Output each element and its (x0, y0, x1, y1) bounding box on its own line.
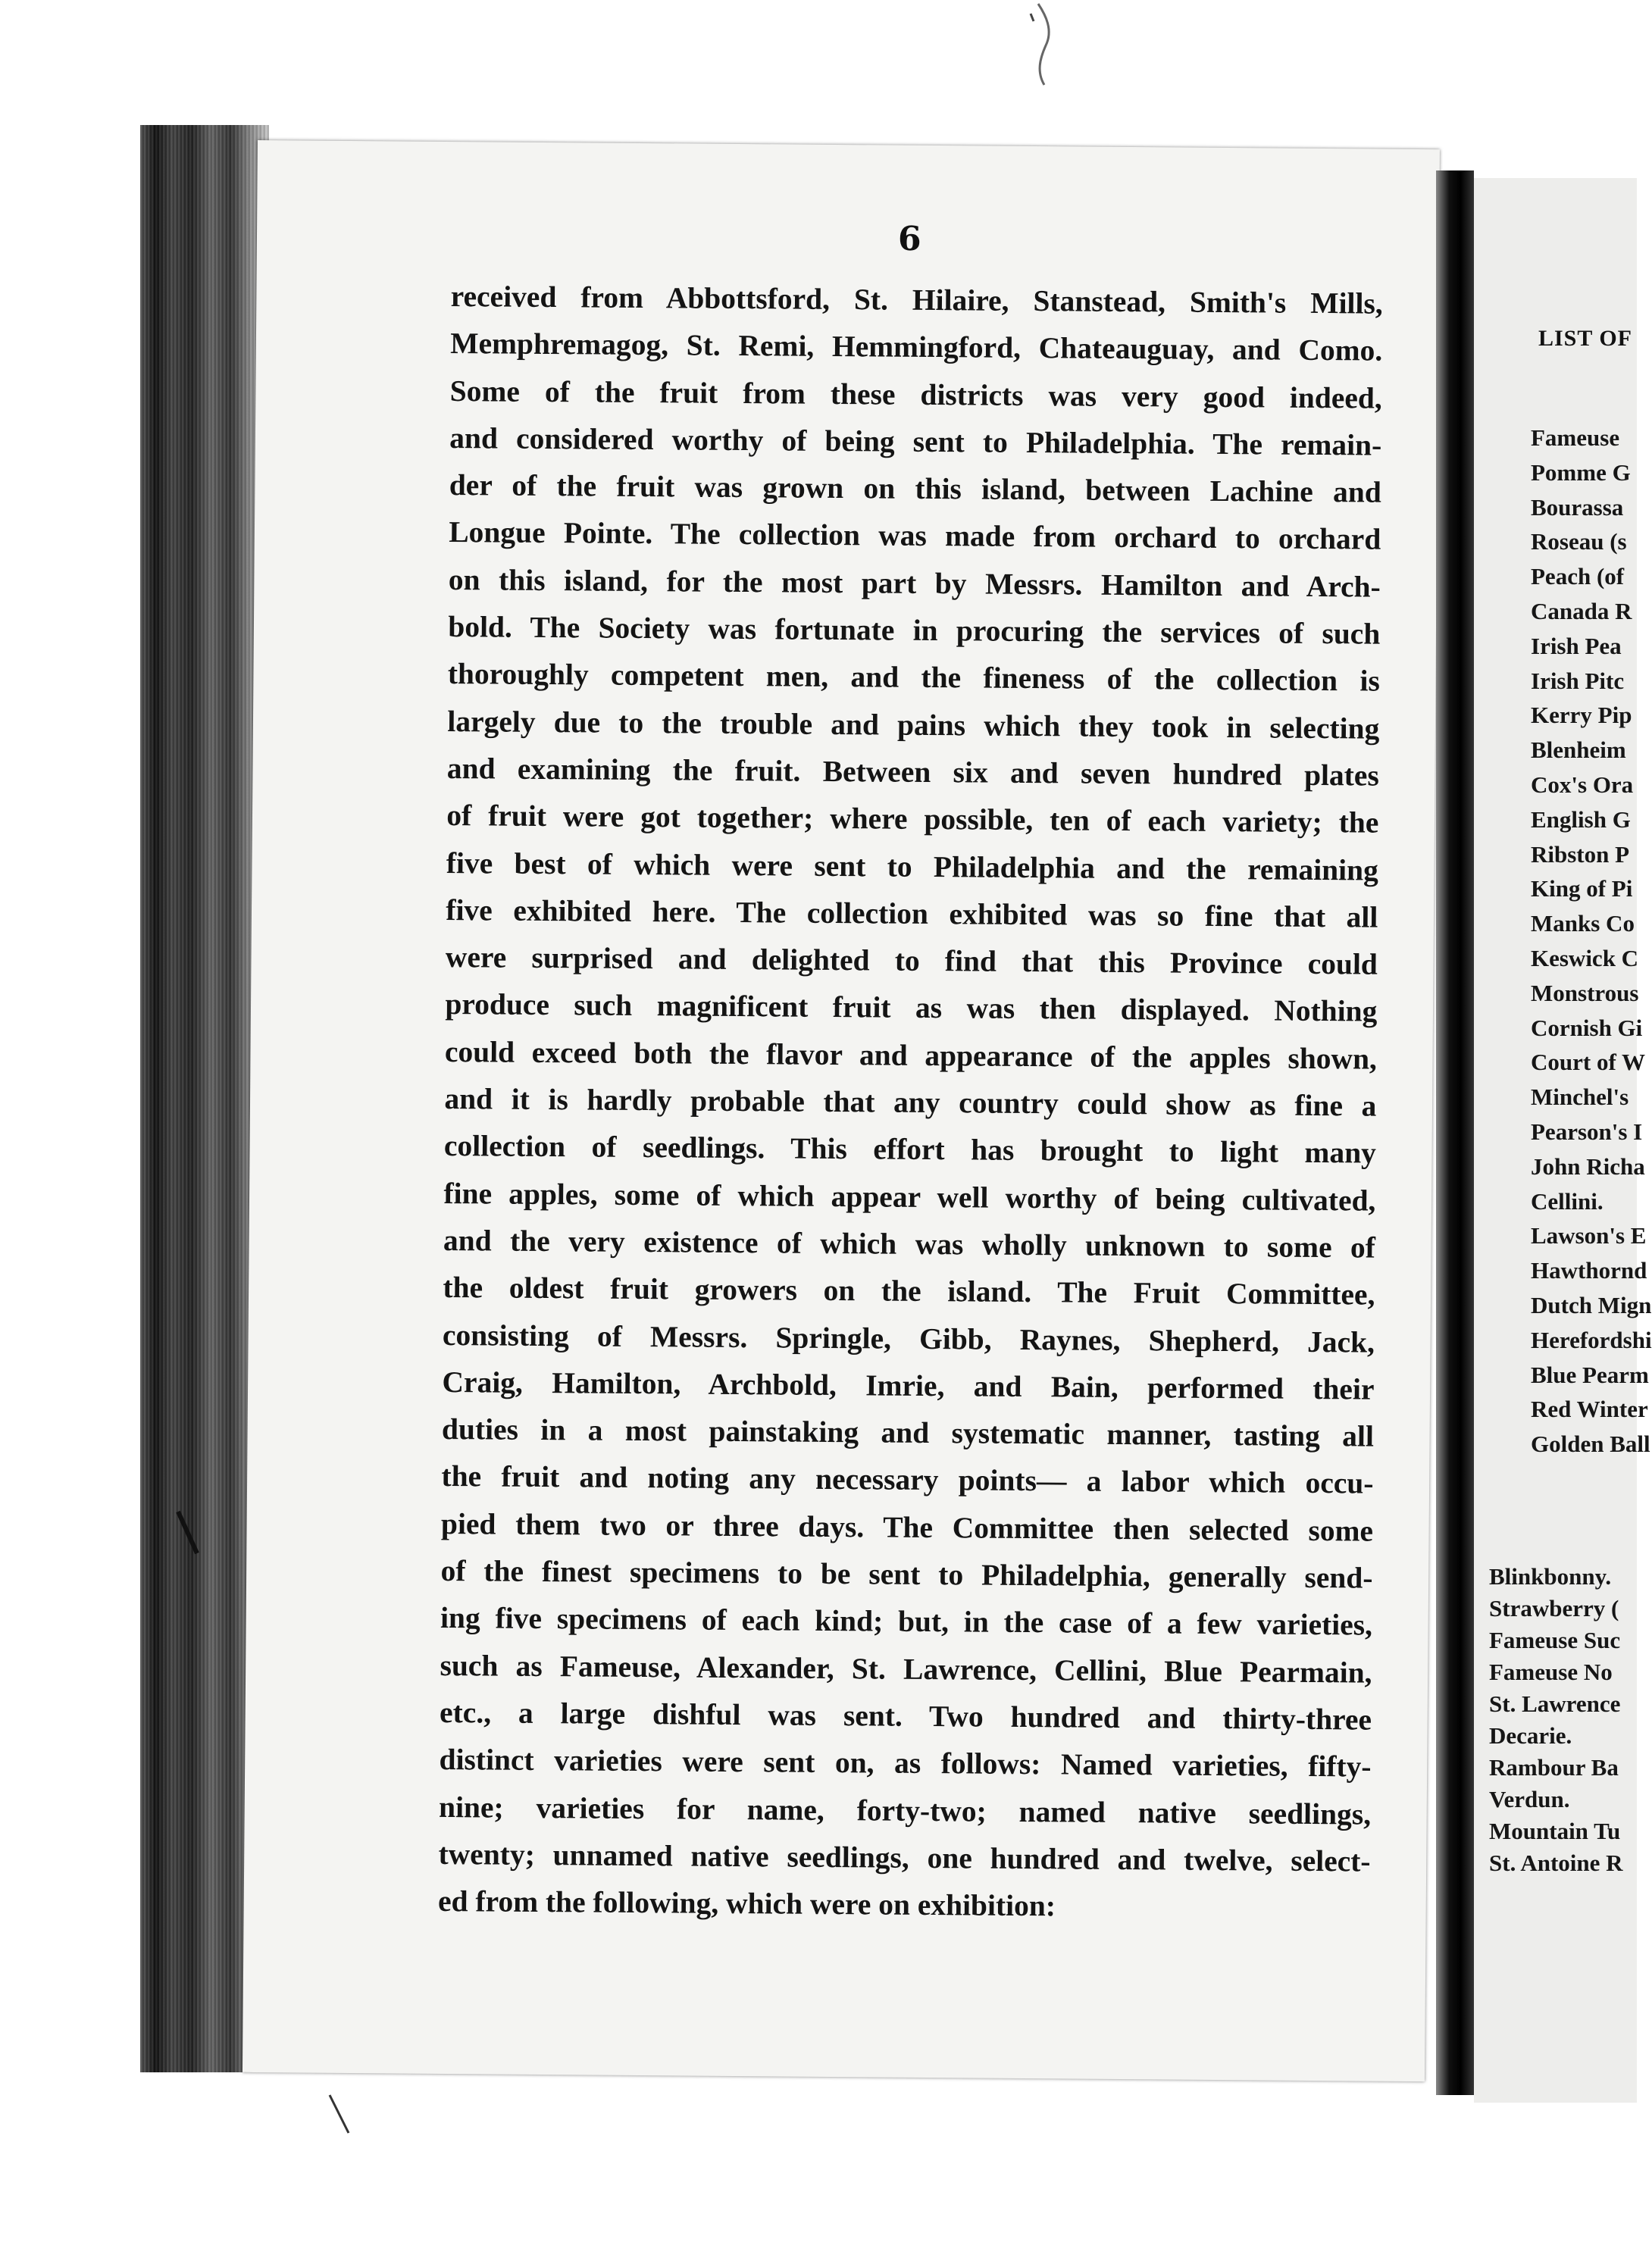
text-line: ing five specimens of each kind; but, in the case of a few varieties, (440, 1601, 1373, 1642)
text-line: and considered worthy of being sent to Philadelphia. The remain- (449, 421, 1382, 462)
text-line: five best of which were sent to Philadelphia and the remaining (446, 846, 1379, 887)
list-item: Hawthornd (1531, 1257, 1647, 1284)
text-line: of fruit were got together; where possible, ten of each variety; the (446, 799, 1379, 840)
text-line: and examining the fruit. Between six and seven hundred plates (446, 751, 1379, 793)
list-item: Mountain Tu (1489, 1818, 1621, 1844)
list-item: Cellini. (1531, 1187, 1604, 1215)
list-item: St. Antoine R (1489, 1850, 1623, 1876)
list-item: Canada R (1531, 597, 1632, 624)
list-item: Fameuse Suc (1489, 1627, 1621, 1653)
text-line: were surprised and delighted to find that this Province could (445, 940, 1378, 981)
text-line: Memphremagog, St. Remi, Hemmingford, Chateauguay, and Como. (450, 327, 1383, 367)
text-line: Craig, Hamilton, Archbold, Imrie, and Bain, performed their (442, 1365, 1375, 1406)
text-line: the fruit and noting any necessary points— a labor which occu- (441, 1459, 1374, 1501)
list-item: Decarie. (1489, 1722, 1572, 1749)
text-line: Longue Pointe. The collection was made from orchard to orchard (449, 515, 1381, 557)
text-line: duties in a most painstaking and systematic manner, tasting all (441, 1412, 1375, 1453)
film-scratch-mark (1023, 0, 1068, 91)
list-item: Ribston P (1531, 840, 1630, 868)
text-line: twenty; unnamed native seedlings, one hundred and twelve, select- (438, 1837, 1371, 1878)
list-item: Blinkbonny. (1489, 1563, 1612, 1590)
text-line: such as Fameuse, Alexander, St. Lawrence, Cellini, Blue Pearmain, (440, 1648, 1372, 1690)
film-scratch-mark (174, 1508, 205, 1561)
list-item: Fameuse No (1489, 1659, 1613, 1685)
text-line: thoroughly competent men, and the fineness of the collection is (447, 657, 1380, 699)
list-item: Lawson's E (1531, 1222, 1647, 1249)
list-item: John Richa (1531, 1152, 1645, 1180)
list-item: Blenheim (1531, 736, 1626, 764)
text-line: etc., a large dishful was sent. Two hundred and thirty-three (439, 1695, 1372, 1737)
list-item: Strawberry ( (1489, 1595, 1619, 1621)
list-item: Peach (of (1531, 563, 1625, 590)
list-item: Golden Ball (1531, 1431, 1650, 1458)
list-item: Cornish Gi (1531, 1014, 1643, 1041)
text-line: Some of the fruit from these districts was very good indeed, (449, 374, 1382, 415)
text-line: five exhibited here. The collection exhibited was so fine that all (446, 893, 1378, 934)
list-item: Fameuse (1531, 424, 1620, 451)
text-line: and it is hardly probable that any country could show as fine a (444, 1082, 1377, 1123)
list-item: Manks Co (1531, 910, 1635, 937)
facing-page-variety-list (1531, 421, 1652, 1462)
facing-page-title: LIST OF (1538, 326, 1632, 351)
text-line: received from Abbottsford, St. Hilaire, Stanstead, Smith's Mills, (450, 279, 1383, 321)
list-item: King of Pi (1531, 875, 1633, 902)
text-line: der of the fruit was grown on this island, between Lachine and (449, 468, 1381, 509)
list-item: English G (1531, 805, 1631, 833)
list-item: Court of W (1531, 1049, 1645, 1076)
text-line: the oldest fruit growers on the island. The Fruit Committee, (443, 1271, 1375, 1312)
text-line: collection of seedlings. This effort has brought to light many (443, 1129, 1377, 1170)
list-item: Kerry Pip (1531, 702, 1632, 729)
film-scratch-mark (326, 2091, 356, 2137)
list-item: Dutch Mign (1531, 1291, 1652, 1318)
text-line: bold. The Society was fortunate in procuring the services of such (448, 610, 1381, 651)
text-line: produce such magnificent fruit as was then displayed. Nothing (445, 987, 1378, 1029)
list-item: Rambour Ba (1489, 1754, 1619, 1781)
text-line: distinct varieties were sent on, as follows: Named varieties, fifty- (439, 1743, 1372, 1784)
list-item: Pomme G (1531, 458, 1631, 486)
list-item: St. Lawrence (1489, 1690, 1621, 1717)
facing-page-seedling-list (1489, 1561, 1623, 1879)
list-item: Irish Pea (1531, 632, 1622, 659)
text-line: could exceed both the flavor and appearance of the apples shown, (444, 1034, 1378, 1076)
text-line: and the very existence of which was wholly unknown to some of (443, 1223, 1376, 1265)
list-item: Verdun. (1489, 1786, 1570, 1812)
list-item: Irish Pitc (1531, 667, 1625, 694)
list-item: Roseau (s (1531, 528, 1627, 555)
text-line: fine apples, some of which appear well worthy of being cultivated, (443, 1176, 1376, 1218)
list-item: Cox's Ora (1531, 771, 1634, 798)
list-item: Blue Pearm (1531, 1361, 1649, 1388)
text-line: consisting of Messrs. Springle, Gibb, Raynes, Shepherd, Jack, (442, 1318, 1375, 1359)
page-number: 6 (897, 219, 921, 259)
list-item: Red Winter (1531, 1396, 1648, 1423)
list-item: Herefordshi (1531, 1326, 1652, 1353)
list-item: Bourassa (1531, 493, 1624, 521)
text-line: largely due to the trouble and pains which they took in selecting (447, 704, 1380, 746)
list-item: Minchel's (1531, 1084, 1629, 1111)
text-line: of the finest specimens to be sent to Philadelphia, generally send- (440, 1553, 1373, 1595)
page-body-text (438, 273, 1383, 1932)
text-line: pied them two or three days. The Committee then selected some (440, 1506, 1374, 1548)
text-line: ed from the following, which were on exhibition: (437, 1884, 1056, 1923)
list-item: Pearson's I (1531, 1118, 1643, 1145)
list-item: Monstrous (1531, 979, 1639, 1006)
book-gutter (1436, 170, 1474, 2095)
list-item: Keswick C (1531, 944, 1639, 971)
text-line: on this island, for the most part by Messrs. Hamilton and Arch- (448, 562, 1381, 604)
text-line: nine; varieties for name, forty-two; named native seedlings, (438, 1790, 1372, 1831)
